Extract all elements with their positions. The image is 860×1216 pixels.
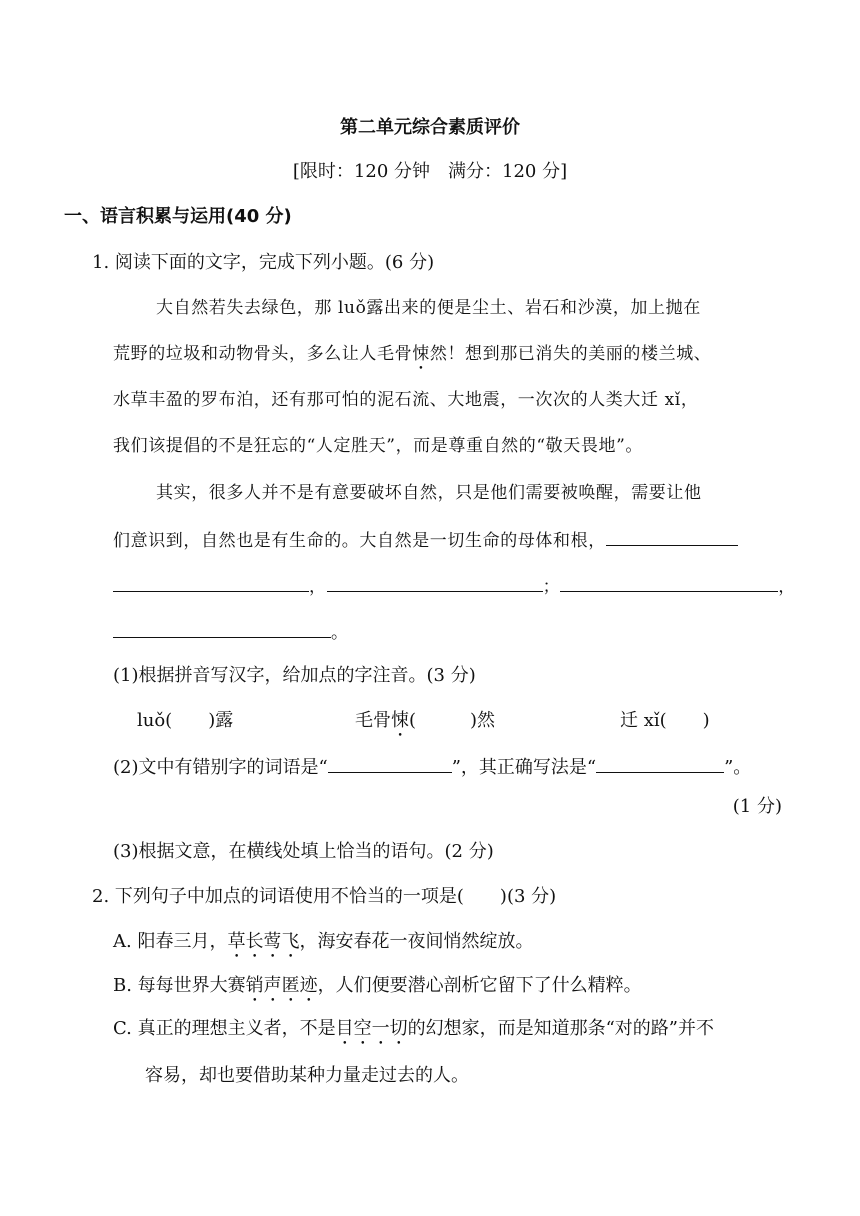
- dotted-char: 悚: [391, 710, 409, 731]
- page-title: 第二单元综合素质评价: [340, 117, 520, 138]
- option-c-continued: 容易，却也要借助某种力量走过去的人。: [145, 1065, 469, 1086]
- option-c[interactable]: [113, 1017, 714, 1049]
- option-b[interactable]: [113, 974, 642, 1006]
- question-2-stem: 2. 下列句子中加点的词语使用不恰当的一项是( )(3 分): [92, 886, 557, 907]
- section-heading: 一、语言积累与运用(40 分): [64, 206, 292, 227]
- item-text: 毛骨: [355, 710, 391, 731]
- pinyin-item-a: luǒ( )露: [137, 710, 234, 731]
- sub-question-3: (3)根据文意，在横线处填上恰当的语句。(2 分): [113, 841, 494, 862]
- pinyin-item-b: [355, 709, 495, 741]
- option-text: ，海安春花一夜间悄然绽放。: [299, 931, 534, 952]
- punctuation: 。: [331, 623, 349, 643]
- answer-blank[interactable]: [327, 573, 543, 592]
- passage-line: [113, 527, 738, 553]
- passage-text: 然！想到那已消失的美丽的楼兰城、: [429, 344, 712, 364]
- option-a[interactable]: [113, 930, 533, 962]
- dotted-phrase: 草长莺飞: [227, 931, 300, 952]
- dotted-phrase: 销声匿迹: [245, 975, 318, 996]
- option-text: B. 每每世界大赛: [113, 975, 246, 996]
- passage-line: [113, 619, 349, 645]
- answer-blank[interactable]: [596, 754, 724, 773]
- punctuation: ；: [542, 577, 561, 597]
- sub-question-1: (1)根据拼音写汉字，给加点的字注音。(3 分): [113, 665, 476, 686]
- score-note: (1 分): [732, 796, 782, 817]
- passage-line: [113, 342, 711, 374]
- option-text: 的幻想家，而是知道那条“对的路”并不: [407, 1018, 714, 1039]
- option-text: A. 阳春三月，: [113, 931, 228, 952]
- option-text: C. 真正的理想主义者，不是: [113, 1018, 336, 1039]
- passage-text: 们意识到，自然也是有生命的。大自然是一切生命的母体和根，: [113, 531, 606, 551]
- answer-blank[interactable]: [560, 573, 778, 592]
- pinyin-item-c: 迁 xǐ( ): [620, 710, 710, 731]
- punctuation: ，: [778, 577, 796, 597]
- option-text: ，人们便要潜心剖析它留下了什么精粹。: [317, 975, 642, 996]
- sub-question-text: ”。: [724, 757, 752, 778]
- answer-blank[interactable]: [113, 619, 331, 638]
- dotted-char: 悚: [412, 344, 430, 364]
- sub-question-text: (2)文中有错别字的词语是“: [113, 757, 328, 778]
- answer-blank[interactable]: [113, 573, 309, 592]
- answer-blank[interactable]: [606, 527, 738, 546]
- passage-line: [113, 573, 796, 599]
- passage-text: 荒野的垃圾和动物骨头，多么让人毛骨: [113, 344, 413, 364]
- passage-line: 水草丰盈的罗布泊，还有那可怕的泥石流、大地震，一次次的人类大迁 xǐ，: [113, 390, 699, 410]
- question-1-stem: 1. 阅读下面的文字，完成下列小题。(6 分): [92, 252, 435, 273]
- passage-line: 大自然若失去绿色，那 luǒ露出来的便是尘土、岩石和沙漠，加上抛在: [156, 298, 701, 318]
- page-subtitle: [限时：120 分钟 满分：120 分]: [292, 161, 568, 182]
- sub-question-text: ”，其正确写法是“: [451, 757, 597, 778]
- passage-line: 其实，很多人并不是有意要破坏自然，只是他们需要被唤醒，需要让他: [156, 483, 702, 503]
- sub-question-2: [113, 754, 751, 780]
- dotted-phrase: 目空一切: [335, 1018, 408, 1039]
- punctuation: ，: [309, 577, 327, 597]
- answer-blank[interactable]: [328, 754, 452, 773]
- passage-line: 我们该提倡的不是狂忘的“人定胜天”，而是尊重自然的“敬天畏地”。: [113, 436, 643, 456]
- item-text: ( )然: [409, 710, 496, 731]
